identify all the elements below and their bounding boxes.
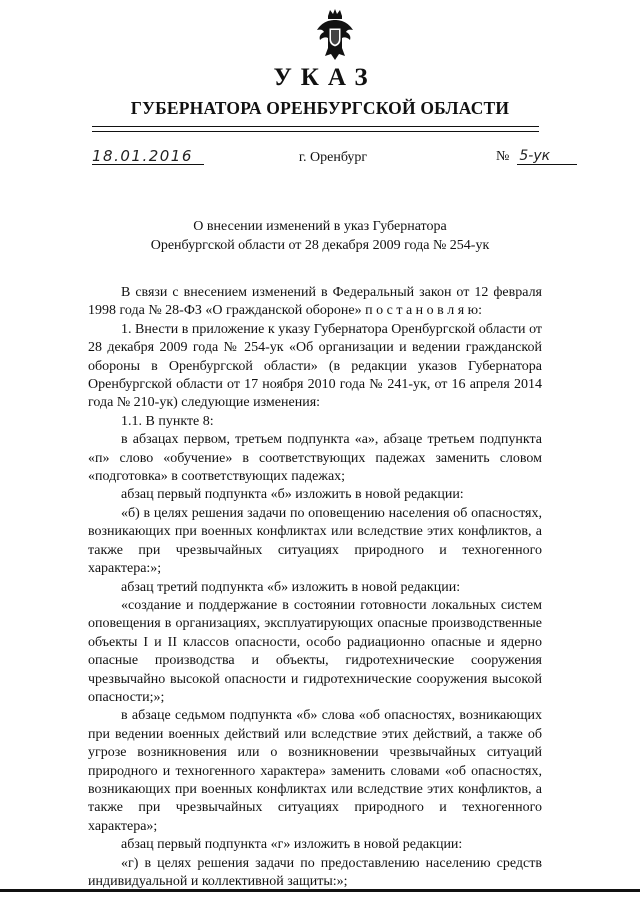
paragraph-10: абзац первый подпункта «г» изложить в новой редакции: — [121, 837, 463, 853]
decree-title: УКАЗ — [273, 64, 377, 91]
number-value: 5-ук — [517, 148, 577, 165]
paragraph-3: 1.1. В пункте 8: — [121, 413, 214, 429]
document-body — [88, 284, 542, 891]
paragraph-7: абзац третий подпункта «б» изложить в новой редакции: — [121, 579, 461, 595]
header-rule-top — [92, 126, 539, 127]
paragraph-1: В связи с внесением изменений в Федеральный закон от 12 февраля 1998 года № 28-ФЗ «О гражданской обороне» п о с т а н о в л я ю: — [88, 285, 542, 319]
decree-city: г. Оренбург — [298, 150, 368, 165]
paragraph-9: в абзаце седьмом подпункта «б» слова «об опасностях, возникающих при ведении военных действий или вследствие этих действий, а также об угрозе возникновения или о возникновении чрезвычайных ситуаций природного и техногенного характера» заменить словами «об опасностях, возникающих при военных конфликтах или вследствие этих конфликтов, а также при чрезвычайных ситуациях природного и техногенного характера»; — [88, 708, 542, 834]
document-title-line-1: О внесении изменений в указ Губернатора — [193, 219, 447, 234]
coat-of-arms-icon — [314, 8, 356, 62]
paragraph-8: «создание и поддержание в состоянии готовности локальных систем оповещения в организациях, эксплуатирующих опасные производственные объекты I и II классов опасности, особо радиационно опасные и ядерно опасные производства и объекты, гидротехнические сооружения чрезвычайно высокой опасности и гидротехнические сооружения высокой опасности;»; — [88, 597, 542, 705]
header-rule-bottom — [92, 131, 539, 132]
paragraph-11: «г) в целях решения задачи по предоставлению населению средств индивидуальной и коллективной защиты:»; — [88, 855, 542, 889]
paragraph-6: «б) в целях решения задачи по оповещению населения об опасностях, возникающих при военных конфликтах или вследствие этих конфликтов, а также при чрезвычайных ситуациях природного и техногенного характера:»; — [88, 505, 542, 577]
paragraph-2: 1. Внести в приложение к указу Губернатора Оренбургской области от 28 декабря 2009 года № 254-ук «Об организации и ведении гражданской обороны в Оренбургской области» (в редакции указов Губернатора Оренбургской области от 17 ноября 2010 года № 241-ук, от 16 апреля 2014 года № 210-ук) следующие изменения: — [88, 321, 542, 411]
paragraph-5: абзац первый подпункта «б» изложить в новой редакции: — [121, 487, 464, 503]
document-title — [0, 217, 640, 255]
number-label: № — [496, 149, 510, 164]
paragraph-4: в абзацах первом, третьем подпункта «а», абзаце третьем подпункта «п» слово «обучение» в соответствующих падежах заменить словом «подготовка» в соответствующих падежах; — [88, 432, 542, 485]
decree-number — [496, 148, 577, 165]
page-bottom-edge — [0, 889, 640, 892]
decree-date-value: 18.01.2016 — [92, 147, 193, 165]
decree-subtitle: ГУБЕРНАТОРА ОРЕНБУРГСКОЙ ОБЛАСТИ — [130, 98, 510, 118]
document-title-line-2: Оренбургской области от 28 декабря 2009 года № 254-ук — [150, 238, 490, 253]
